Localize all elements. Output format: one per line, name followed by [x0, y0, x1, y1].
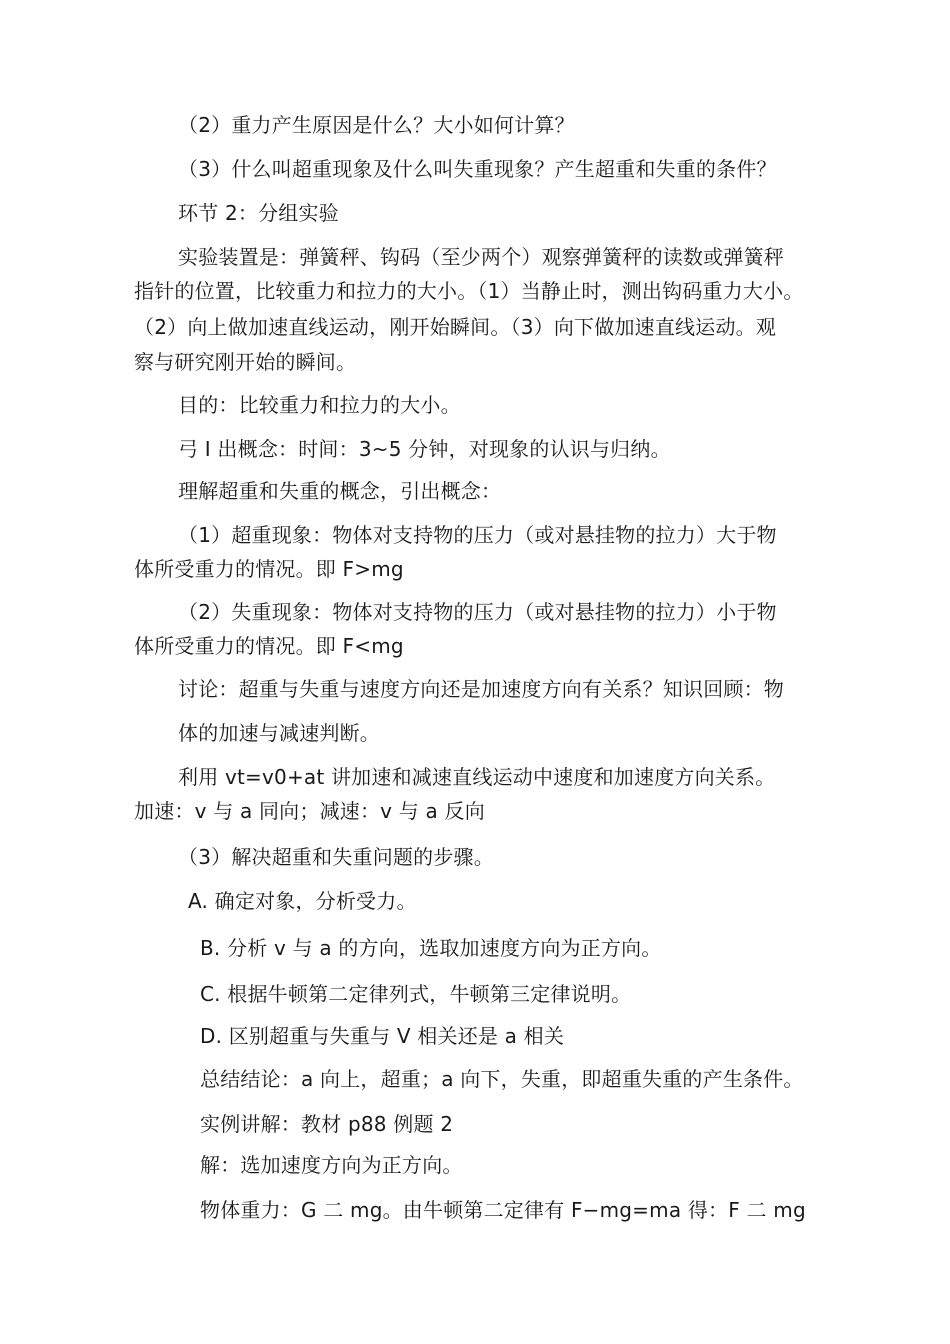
- text-line: 体所受重力的情况。即 F>mg: [134, 557, 404, 581]
- text-line: 弓 I 出概念：时间：3~5 分钟，对现象的认识与归纳。: [178, 437, 671, 461]
- text-line: 实例讲解：教材 p88 例题 2: [200, 1112, 454, 1136]
- text-line: C. 根据牛顿第二定律列式，牛顿第三定律说明。: [200, 982, 632, 1006]
- text-line: B. 分析 v 与 a 的方向，选取加速度方向为正方向。: [200, 936, 662, 960]
- text-line: （3）什么叫超重现象及什么叫失重现象？产生超重和失重的条件？: [178, 157, 777, 181]
- text-line: 理解超重和失重的概念，引出概念：: [178, 479, 502, 503]
- text-line: 总结结论：a 向上，超重；a 向下，失重，即超重失重的产生条件。: [200, 1067, 804, 1091]
- text-line: 实验装置是：弹簧秤、钩码（至少两个）观察弹簧秤的读数或弹簧秤: [178, 245, 784, 269]
- text-line: 环节 2：分组实验: [178, 201, 339, 225]
- text-line: 察与研究刚开始的瞬间。: [134, 350, 357, 374]
- text-line: 体所受重力的情况。即 F<mg: [134, 634, 404, 658]
- text-line: （2）失重现象：物体对支持物的压力（或对悬挂物的拉力）小于物: [178, 600, 777, 624]
- text-line: （1）超重现象：物体对支持物的压力（或对悬挂物的拉力）大于物: [178, 523, 777, 547]
- text-line: 指针的位置，比较重力和拉力的大小。（1）当静止时，测出钩码重力大小。: [134, 279, 804, 303]
- text-line: 利用 vt=v0+at 讲加速和减速直线运动中速度和加速度方向关系。: [178, 765, 776, 789]
- text-line: （2）向上做加速直线运动，刚开始瞬间。（3）向下做加速直线运动。观: [134, 315, 777, 339]
- text-line: 体的加速与减速判断。: [178, 721, 380, 745]
- text-line: 解：选加速度方向为正方向。: [200, 1153, 463, 1177]
- text-line: 物体重力：G 二 mg。由牛顿第二定律有 F−mg=ma 得：F 二 mg: [200, 1198, 806, 1222]
- text-line: 目的：比较重力和拉力的大小。: [178, 393, 461, 417]
- text-line: （3）解决超重和失重问题的步骤。: [178, 845, 494, 869]
- text-line: 讨论：超重与失重与速度方向还是加速度方向有关系？知识回顾：物: [178, 677, 784, 701]
- text-line: A. 确定对象，分析受力。: [188, 889, 417, 913]
- text-line: （2）重力产生原因是什么？大小如何计算？: [178, 113, 575, 137]
- text-line: D. 区别超重与失重与 V 相关还是 a 相关: [200, 1024, 565, 1048]
- text-line: 加速：v 与 a 同向；减速：v 与 a 反向: [134, 799, 485, 823]
